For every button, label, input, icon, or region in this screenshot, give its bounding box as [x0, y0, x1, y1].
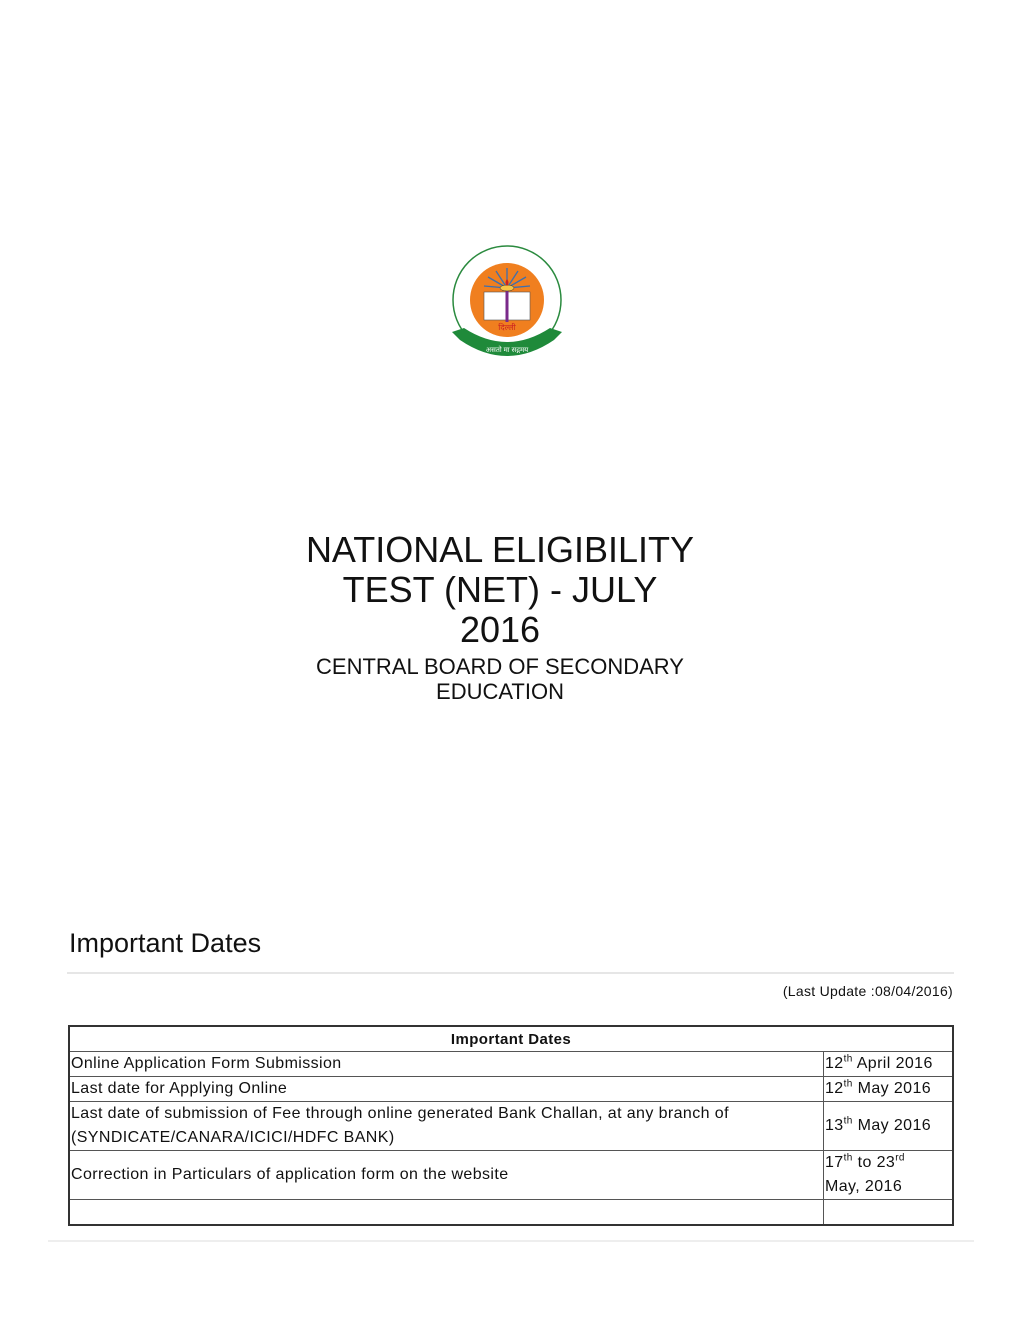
event-line: (SYNDICATE/CANARA/ICICI/HDFC BANK) — [71, 1129, 395, 1146]
date-suffix: th — [843, 1115, 853, 1127]
date-cell — [824, 1102, 954, 1151]
date-cell — [824, 1077, 954, 1102]
important-dates-table — [68, 1025, 954, 1226]
date-text: to 23 — [852, 1154, 896, 1171]
table-header: Important Dates — [69, 1026, 953, 1052]
table-row-empty — [69, 1200, 953, 1226]
date-text: May, 2016 — [825, 1178, 903, 1195]
page-title — [250, 530, 750, 650]
date-text: 17 — [825, 1154, 844, 1171]
title-line: NATIONAL ELIGIBILITY — [305, 529, 695, 570]
title-line: TEST (NET) - JULY — [342, 569, 658, 610]
date-text: 12 — [825, 1055, 844, 1072]
date-text: April 2016 — [852, 1055, 933, 1072]
date-suffix: th — [843, 1053, 853, 1065]
event-cell: Online Application Form Submission — [69, 1052, 824, 1077]
event-cell — [69, 1102, 824, 1151]
section-title: Important Dates — [69, 928, 262, 958]
date-text: May 2016 — [852, 1117, 932, 1134]
date-text: 12 — [825, 1080, 844, 1097]
svg-text:असतो मा सद्गमय: असतो मा सद्गमय — [485, 347, 529, 354]
table-row — [69, 1151, 953, 1200]
page-subtitle — [250, 654, 750, 704]
title-line: 2016 — [459, 609, 541, 650]
table-row — [69, 1102, 953, 1151]
cbse-logo — [448, 244, 566, 366]
subtitle-line: EDUCATION — [436, 679, 564, 704]
date-text: May 2016 — [852, 1080, 932, 1097]
table-row — [69, 1052, 953, 1077]
date-suffix: rd — [895, 1152, 905, 1164]
date-cell — [824, 1151, 954, 1200]
footer-divider — [48, 1240, 974, 1242]
event-cell: Correction in Particulars of application form on the website — [69, 1151, 824, 1200]
last-update: (Last Update :08/04/2016) — [782, 983, 953, 999]
event-cell: Last date for Applying Online — [69, 1077, 824, 1102]
date-text: 13 — [825, 1117, 844, 1134]
table-header-row — [69, 1026, 953, 1052]
divider — [67, 972, 954, 974]
empty-cell — [824, 1200, 954, 1226]
subtitle-line: CENTRAL BOARD OF SECONDARY — [316, 654, 684, 679]
empty-cell — [69, 1200, 824, 1226]
date-suffix: th — [843, 1078, 853, 1090]
svg-text:दिल्ली: दिल्ली — [498, 323, 516, 332]
date-suffix: th — [843, 1152, 853, 1164]
event-line: Last date of submission of Fee through online generated Bank Challan, at any branch of — [71, 1105, 729, 1122]
table-row — [69, 1077, 953, 1102]
date-cell — [824, 1052, 954, 1077]
